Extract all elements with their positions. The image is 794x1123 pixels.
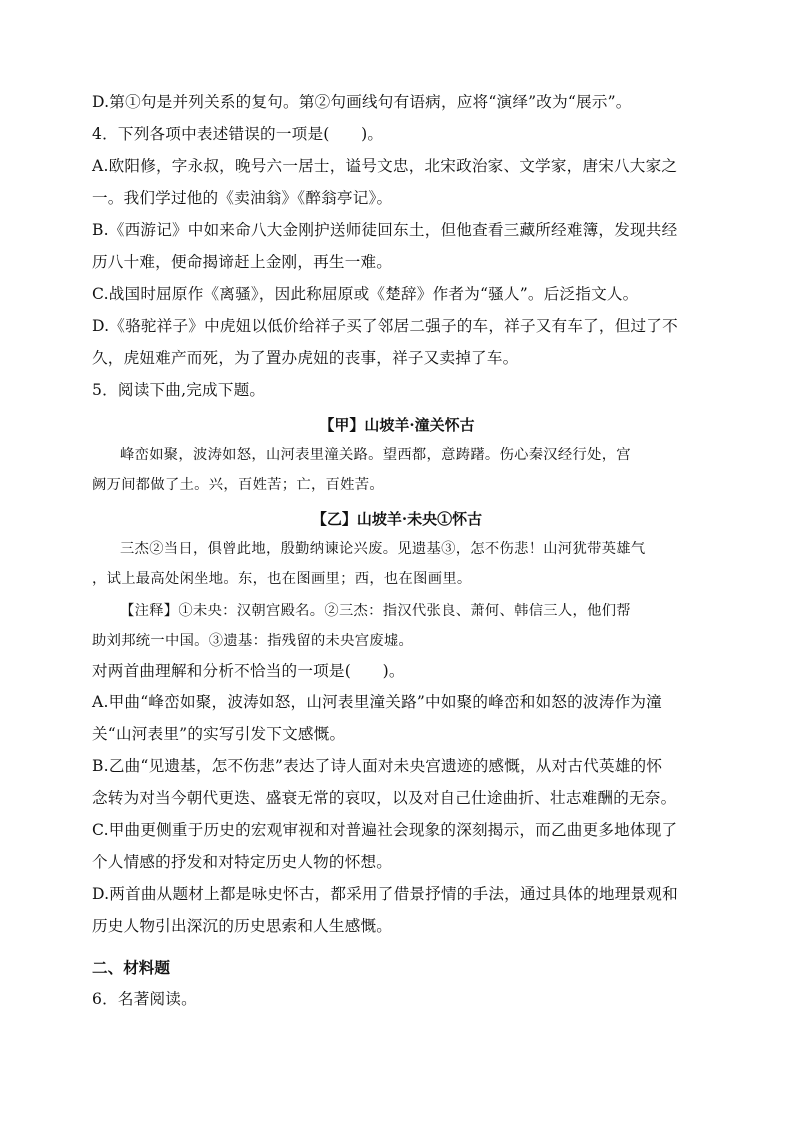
q5-stem: 5．阅读下曲,完成下题。: [92, 381, 266, 399]
q4-option-d-line1: D.《骆驼祥子》中虎妞以低价给祥子买了邻居二强子的车，祥子又有车了，但过了不: [92, 317, 678, 335]
poem-notes-line2: 助刘邦统一中国。③遗基：指残留的未央宫废墟。: [92, 633, 414, 649]
q5-option-c-line1: C.甲曲更侧重于历史的宏观审视和对普遍社会现象的深刻揭示，而乙曲更多地体现了: [92, 821, 678, 839]
poem-b-line2: ，试上最高处闲坐地。东，也在图画里；西，也在图画里。: [92, 571, 472, 587]
document-page: [92, 86, 702, 1014]
q5-option-a-line1: A.甲曲“峰峦如聚，波涛如怒，山河表里潼关路”中如聚的峰峦和如怒的波涛作为潼: [92, 693, 662, 711]
poem-b-line1: 三杰②当日，俱曾此地，殷勤纳谏论兴废。见遗基③，怎不伤悲！山河犹带英雄气: [120, 541, 646, 557]
q4-option-a-line1: A.欧阳修，字永叔，晚号六一居士，谥号文忠，北宋政治家、文学家，唐宋八大家之: [92, 157, 678, 175]
section-two-heading: 二、材料题: [92, 958, 170, 977]
q5-option-b-line1: B.乙曲“见遗基，怎不伤悲”表达了诗人面对未央宫遗迹的感慨，从对古代英雄的怀: [92, 757, 663, 775]
q4-option-b-line2: 历八十难，便命揭谛赶上金刚，再生一难。: [92, 253, 393, 271]
q5-option-d-line1: D.两首曲从题材上都是咏史怀古，都采用了借景抒情的手法，通过具体的地理景观和: [92, 885, 678, 903]
q4-option-c-line1: C.战国时屈原作《离骚》，因此称屈原或《楚辞》作者为“骚人”。后泛指文人。: [92, 285, 639, 303]
poem-a-line2: 阙万间都做了土。兴，百姓苦；亡，百姓苦。: [92, 477, 384, 493]
q5-question: 对两首曲理解和分析不恰当的一项是( )。: [92, 662, 405, 680]
q3-option-d: D.第①句是并列关系的复句。第②句画线句有语病，应将“演绎”改为“展示”。: [92, 93, 632, 111]
q5-option-c-line2: 个人情感的抒发和对特定历史人物的怀想。: [92, 853, 393, 871]
q4-option-a-line2: 一。我们学过他的《卖油翁》《醉翁亭记》。: [92, 189, 393, 207]
poem-b-title: 【乙】山坡羊·未央①怀古: [311, 510, 483, 528]
q5-option-d-line2: 历史人物引出深沉的历史思索和人生感慨。: [92, 917, 393, 935]
q5-option-b-line2: 念转为对当今朝代更迭、盛衰无常的哀叹，以及对自己仕途曲折、壮志难酬的无奈。: [92, 789, 677, 807]
q5-option-a-line2: 关“山河表里”的实写引发下文感慨。: [92, 725, 346, 743]
poem-a-title: 【甲】山坡羊·潼关怀古: [319, 416, 475, 434]
poem-notes-line1: 【注释】①未央：汉朝宫殿名。②三杰：指汉代张良、萧何、韩信三人，他们帮: [120, 603, 631, 619]
poem-a-line1: 峰峦如聚，波涛如怒，山河表里潼关路。望西都，意踌躇。伤心秦汉经行处，宫: [120, 447, 631, 463]
q4-option-b-line1: B.《西游记》中如来命八大金刚护送师徒回东土，但他查看三藏所经难簿，发现共经: [92, 221, 678, 239]
q4-stem: 4．下列各项中表述错误的一项是( )。: [92, 125, 384, 143]
q6-stem: 6．名著阅读。: [92, 990, 197, 1008]
q4-option-d-line2: 久，虎妞难产而死，为了置办虎妞的丧事，祥子又卖掉了车。: [92, 349, 519, 367]
